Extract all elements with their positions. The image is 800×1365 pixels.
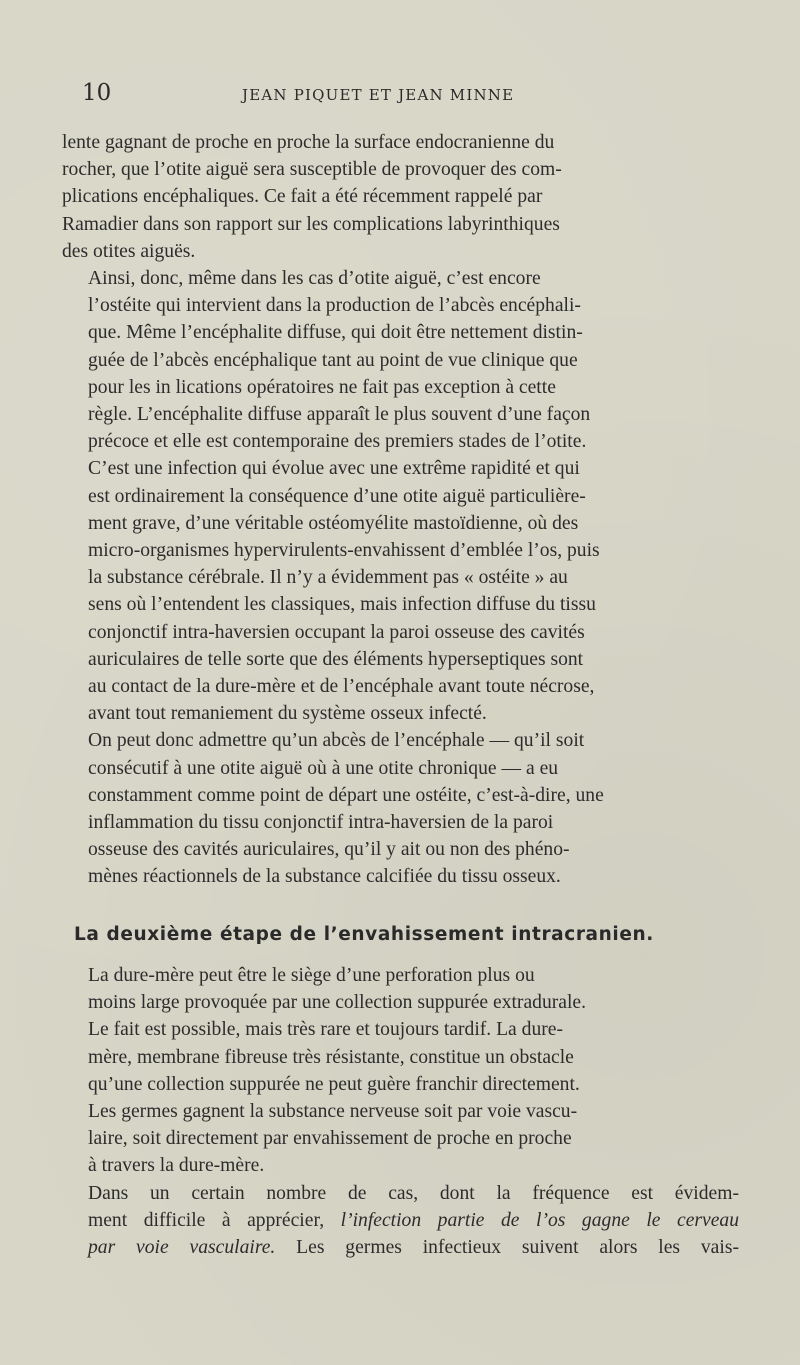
text-line: que. Même l’encéphalite diffuse, qui doit être nettement distin- xyxy=(88,322,583,344)
text-line: mènes réactionnels de la substance calcifiée du tissu osseux. xyxy=(88,866,561,888)
text-line: à travers la dure-mère. xyxy=(88,1155,265,1177)
text-line: guée de l’abcès encéphalique tant au point de vue clinique que xyxy=(88,349,578,371)
text-line xyxy=(62,1234,739,1261)
text-line: rocher, que l’otite aiguë sera susceptible de provoquer des com- xyxy=(62,159,562,181)
text-line: l’ostéite qui intervient dans la production de l’abcès encéphali- xyxy=(88,295,581,317)
paragraph-on-peut-donc xyxy=(62,727,739,890)
text-line: lente gagnant de proche en proche la surface endocranienne du xyxy=(62,132,555,153)
text-line: des otites aiguës. xyxy=(62,240,196,262)
body-text-section-1 xyxy=(62,129,739,891)
section-heading: La deuxième étape de l’envahissement intracranien. xyxy=(74,924,654,945)
text-line: Ainsi, donc, même dans les cas d’otite aiguë, c’est encore xyxy=(88,268,541,290)
italic-text: l’infection partie de l’os gagne le cerveau xyxy=(340,1209,740,1231)
body-text-section-2 xyxy=(62,962,739,1261)
text-line: avant tout remaniement du système osseux infecté. xyxy=(88,703,487,725)
text-line: sens où l’entendent les classiques, mais infection diffuse du tissu xyxy=(88,594,596,616)
paragraph-ainsi-donc xyxy=(62,265,739,727)
text-segment: Les germes infectieux suivent alors les vais- xyxy=(275,1237,739,1259)
text-line: Le fait est possible, mais très rare et toujours tardif. La dure- xyxy=(88,1019,563,1041)
paragraph-dans-un-certain xyxy=(62,1180,739,1262)
text-line xyxy=(62,1207,739,1234)
text-line: constamment comme point de départ une ostéite, c’est-à-dire, une xyxy=(88,784,604,806)
text-line: au contact de la dure-mère et de l’encéphale avant toute nécrose, xyxy=(88,676,595,698)
text-line: Ramadier dans son rapport sur les complications labyrinthiques xyxy=(62,213,560,235)
text-segment: ment difficile à apprécier, xyxy=(88,1209,341,1231)
text-line: plications encéphaliques. Ce fait a été récemment rappelé par xyxy=(62,186,543,208)
page-header xyxy=(82,79,742,111)
text-line: pour les in lications opératoires ne fait pas exception à cette xyxy=(88,376,556,398)
page-number: 10 xyxy=(82,80,112,106)
text-line: Les germes gagnent la substance nerveuse soit par voie vascu- xyxy=(88,1101,578,1123)
text-line: qu’une collection suppurée ne peut guère franchir directement. xyxy=(88,1073,580,1095)
running-head: JEAN PIQUET ET JEAN MINNE xyxy=(242,86,515,104)
text-line: inflammation du tissu conjonctif intra-haversien de la paroi xyxy=(88,812,554,834)
text-line: auriculaires de telle sorte que des éléments hyperseptiques sont xyxy=(88,648,584,670)
text-line: la substance cérébrale. Il n’y a évidemment pas « ostéite » au xyxy=(88,567,568,589)
italic-text: par voie vasculaire. xyxy=(88,1237,276,1259)
paragraph-continuation xyxy=(62,129,739,265)
text-line: conjonctif intra-haversien occupant la paroi osseuse des cavités xyxy=(88,621,585,643)
text-line: La dure-mère peut être le siège d’une perforation plus ou xyxy=(88,965,535,986)
text-line: précoce et elle est contemporaine des premiers stades de l’otite. xyxy=(88,431,587,453)
paragraph-la-dure-mere xyxy=(62,962,739,1180)
text-line: micro-organismes hypervirulents-envahissent d’emblée l’os, puis xyxy=(88,540,600,562)
text-line: Dans un certain nombre de cas, dont la fréquence est évidem- xyxy=(88,1182,739,1204)
text-line: On peut donc admettre qu’un abcès de l’encéphale — qu’il soit xyxy=(88,730,585,752)
text-line: règle. L’encéphalite diffuse apparaît le plus souvent d’une façon xyxy=(88,404,591,426)
text-line: laire, soit directement par envahissement de proche en proche xyxy=(88,1128,572,1150)
text-line: osseuse des cavités auriculaires, qu’il y ait ou non des phéno- xyxy=(88,839,570,861)
text-line: ment grave, d’une véritable ostéomyélite mastoïdienne, où des xyxy=(88,512,579,534)
text-line: mère, membrane fibreuse très résistante, constitue un obstacle xyxy=(88,1046,574,1068)
text-line: est ordinairement la conséquence d’une otite aiguë particulière- xyxy=(88,485,586,507)
text-line: C’est une infection qui évolue avec une extrême rapidité et qui xyxy=(88,458,580,480)
text-line: consécutif à une otite aiguë où à une otite chronique — a eu xyxy=(88,757,559,779)
text-line: moins large provoquée par une collection suppurée extradurale. xyxy=(88,992,587,1014)
